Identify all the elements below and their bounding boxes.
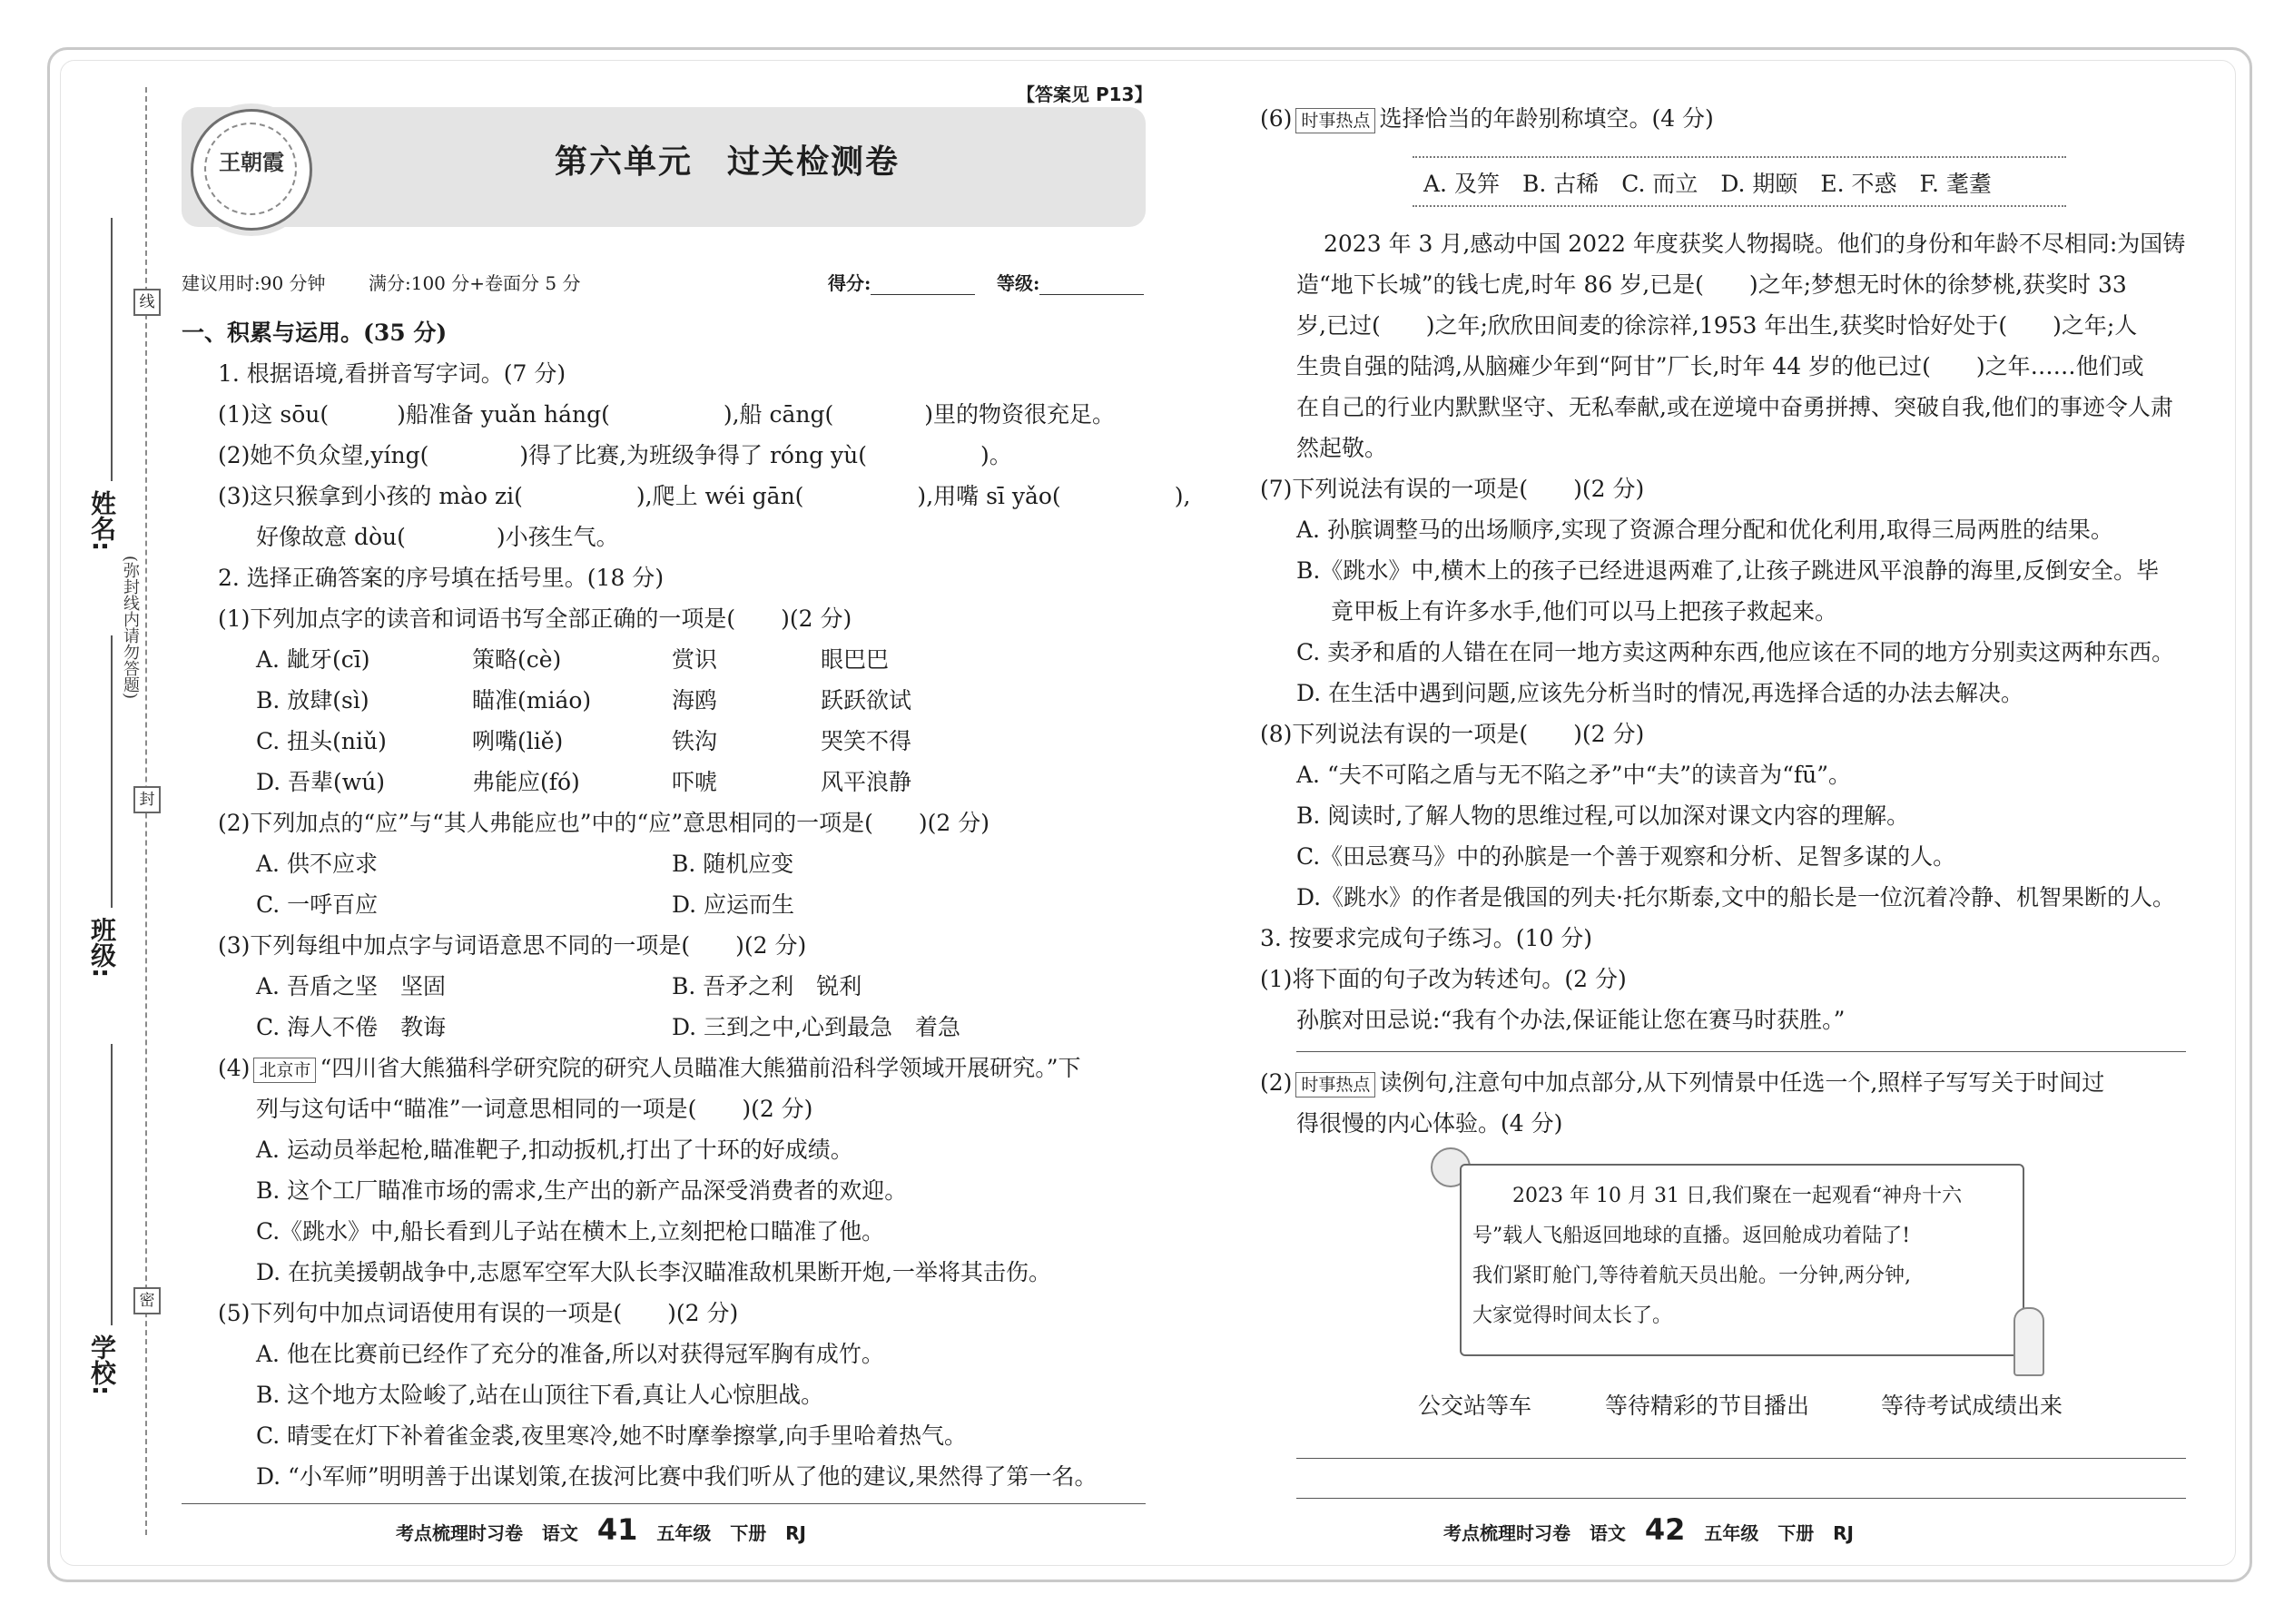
cut-mark-seal: 封 — [133, 786, 161, 813]
score-field[interactable] — [828, 269, 975, 295]
footer-subject: 语文 — [1589, 1522, 1626, 1544]
question-line: (1)下列加点字的读音和词语书写全部正确的一项是( )(2 分) — [218, 605, 852, 632]
option-cell: D. 三到之中,心到最急 着急 — [672, 1014, 960, 1040]
option-cell: 策略(cè) — [472, 646, 562, 673]
option-cell: B. 放肆(sì) — [256, 687, 369, 714]
full-score: 满分:100 分+卷面分 5 分 — [369, 272, 581, 294]
passage-line: 在自己的行业内默默坚守、无私奉献,或在逆境中奋勇拼搏、突破自我,他们的事迹令人肃 — [1296, 394, 2173, 420]
footer-subject: 语文 — [541, 1522, 578, 1544]
logo-text: 王朝霞 — [219, 150, 284, 175]
page-title: 第六单元 过关检测卷 — [554, 143, 900, 181]
option-cell: 瞄准(miáo) — [472, 687, 592, 714]
grade-field[interactable] — [997, 269, 1144, 295]
option-line: A. 他在比赛前已经作了充分的准备,所以对获得冠军胸有成竹。 — [256, 1341, 884, 1367]
publisher-logo — [191, 109, 312, 231]
question-line: (2) 时事热点 读例句,注意句中加点部分,从下列情景中任选一个,照样子写写关于时间过 — [1260, 1069, 2105, 1096]
question-heading: 2. 选择正确答案的序号填在括号里。(18 分) — [218, 565, 665, 591]
hot-topic-tag: 时事热点 — [1295, 108, 1375, 133]
time-limit: 建议用时:90 分钟 — [182, 272, 326, 294]
option-line: A. “夫不可陷之盾与无不陷之矛”中“夫”的读音为“fū”。 — [1296, 762, 1851, 788]
question-line: (2)下列加点的“应”与“其人弗能应也”中的“应”意思相同的一项是( )(2 分) — [218, 810, 989, 836]
option-cell: 眼巴巴 — [821, 646, 890, 673]
option-line: C.《田忌赛马》中的孙膑是一个善于观察和分析、足智多谋的人。 — [1296, 843, 1956, 870]
footer-term: 下册 — [1777, 1522, 1815, 1544]
question-line: 列与这句话中“瞄准”一词意思相同的一项是( )(2 分) — [256, 1096, 813, 1122]
question-line: (3)下列每组中加点字与词语意思不同的一项是( )(2 分) — [218, 932, 807, 959]
question-line: (7)下列说法有误的一项是( )(2 分) — [1260, 476, 1645, 502]
scene-option: 公交站等车 — [1418, 1393, 1532, 1419]
grade-label: 等级: — [997, 272, 1040, 294]
option-cell: 哭笑不得 — [821, 728, 912, 754]
q6-text: 选择恰当的年龄别称填空。(4 分) — [1379, 105, 1714, 132]
question-line: 得很慢的内心体验。(4 分) — [1296, 1110, 1563, 1137]
footer-grade: 五年级 — [656, 1522, 712, 1544]
option-cell: 海鸥 — [672, 687, 718, 714]
option-cell: B. 吾矛之利 锐利 — [672, 973, 862, 999]
answer-line[interactable] — [1296, 1458, 2186, 1459]
name-write-line[interactable] — [111, 218, 113, 481]
example-line: 2023 年 10 月 31 日,我们聚在一起观看“神舟十六 — [1512, 1185, 1963, 1207]
footer-edition: RJ — [785, 1522, 806, 1544]
page-footer — [1443, 1512, 1854, 1547]
cut-mark-secret: 密 — [133, 1287, 161, 1314]
option-cell: D. 吾辈(wú) — [256, 769, 386, 795]
school-label: 学校: — [87, 1334, 117, 1396]
question-heading: 3. 按要求完成句子练习。(10 分) — [1260, 925, 1593, 951]
option-cell: A. 供不应求 — [256, 851, 378, 877]
footer-term: 下册 — [730, 1522, 767, 1544]
question-line: (1)将下面的句子改为转述句。(2 分) — [1260, 966, 1627, 992]
option-line: B. 阅读时,了解人物的思维过程,可以加深对课文内容的理解。 — [1296, 802, 1910, 829]
cut-mark-line: 线 — [133, 289, 161, 316]
question-line: (3)这只猴拿到小孩的 mào zi( ),爬上 wéi gān( ),用嘴 sī yǎo( ), — [218, 483, 1191, 509]
option-line: B. 这个地方太险峻了,站在山顶往下看,真让人心惊胆战。 — [256, 1382, 824, 1408]
passage-line: 2023 年 3 月,感动中国 2022 年度获奖人物揭晓。他们的身份和年龄不尽相同:为国铸 — [1324, 231, 2186, 257]
option-line: D. “小军师”明明善于出谋划策,在拔河比赛中我们听从了他的建议,果然得了第一名。 — [256, 1463, 1098, 1490]
footer-book: 考点梳理时习卷 — [396, 1522, 523, 1544]
example-line: 大家觉得时间太长了。 — [1472, 1304, 1673, 1327]
option-line: D. 在生活中遇到问题,应该先分析当时的情况,再选择合适的办法去解决。 — [1296, 680, 2023, 706]
grade-blank[interactable] — [1039, 274, 1144, 295]
page-number: 41 — [596, 1512, 638, 1547]
footer-rule — [182, 1503, 1146, 1504]
option-line: C. 晴雯在灯下补着雀金裘,夜里寒冷,她不时摩拳擦掌,向手里哈着热气。 — [256, 1422, 967, 1449]
option-line: D.《跳水》的作者是俄国的列夫·托尔斯泰,文中的船长是一位沉着冷静、机智果断的人。 — [1296, 884, 2175, 910]
rocket-icon — [2013, 1307, 2044, 1376]
footer-edition: RJ — [1833, 1522, 1854, 1544]
passage-line: 生贵自强的陆鸿,从脑瘫少年到“阿甘”厂长,时年 44 岁的他已过( )之年……他们或 — [1296, 353, 2144, 379]
option-cell: 吓唬 — [672, 769, 718, 795]
question-heading: 1. 根据语境,看拼音写字词。(7 分) — [218, 360, 566, 387]
option-line: C.《跳水》中,船长看到儿子站在横木上,立刻把枪口瞄准了他。 — [256, 1218, 885, 1245]
question-line: (4) 北京市 “四川省大熊猫科学研究院的研究人员瞄准大熊猫前沿科学领域开展研究。”下 — [218, 1055, 1081, 1081]
name-label: 姓名: — [87, 490, 117, 552]
option-line: A. 运动员举起枪,瞄准靶子,扣动扳机,打出了十环的好成绩。 — [256, 1137, 853, 1163]
question-line: 好像故意 dòu( )小孩生气。 — [256, 524, 619, 550]
passage-line: 岁,已过( )之年;欣欣田间麦的徐淙祥,1953 年出生,获奖时恰好处于( )之年;人 — [1296, 312, 2138, 339]
passage-line: 然起敬。 — [1296, 435, 1388, 461]
quote-sentence: 孙膑对田忌说:“我有个办法,保证能让您在赛马时获胜。” — [1296, 1007, 1846, 1033]
region-tag: 北京市 — [253, 1058, 316, 1083]
hot-topic-tag: 时事热点 — [1295, 1072, 1375, 1097]
option-line: C. 卖矛和盾的人错在在同一地方卖这两种东西,他应该在不同的地方分别卖这两种东西。 — [1296, 639, 2175, 665]
option-cell: C. 一呼百应 — [256, 891, 379, 918]
score-blank[interactable] — [871, 274, 975, 295]
option-line: D. 在抗美援朝战争中,志愿军空军大队长李汉瞄准敌机果断开炮,一举将其击伤。 — [256, 1259, 1051, 1285]
question-line: (8)下列说法有误的一项是( )(2 分) — [1260, 721, 1645, 747]
question-line: (5)下列句中加点词语使用有误的一项是( )(2 分) — [218, 1300, 739, 1326]
option-cell: 弗能应(fó) — [472, 769, 580, 795]
option-line: A. 孙膑调整马的出场顺序,实现了资源合理分配和优化利用,取得三局两胜的结果。 — [1296, 517, 2113, 543]
example-line: 我们紧盯舱门,等待着航天员出舱。一分钟,两分钟, — [1472, 1265, 1911, 1287]
answer-line[interactable] — [1296, 1498, 2186, 1499]
example-line: 号”载人飞船返回地球的直播。返回舱成功着陆了! — [1472, 1225, 1911, 1247]
option-cell: D. 应运而生 — [672, 891, 795, 918]
answer-line[interactable] — [1296, 1051, 2186, 1052]
option-cell: 赏识 — [672, 646, 718, 673]
option-cell: A. 龇牙(cī) — [256, 646, 370, 673]
question-line: (6) 时事热点 选择恰当的年龄别称填空。(4 分) — [1260, 105, 1714, 132]
class-write-line[interactable] — [111, 635, 113, 908]
option-cell: 风平浪静 — [821, 769, 912, 795]
s3-2-text: 读例句,注意句中加点部分,从下列情景中任选一个,照样子写写关于时间过 — [1379, 1069, 2105, 1096]
binding-note: (弥封线内请勿答题) — [121, 556, 140, 700]
option-cell: 跃跃欲试 — [821, 687, 912, 714]
option-line: B.《跳水》中,横木上的孩子已经进退两难了,让孩子跳进风平浪静的海里,反倒安全。毕 — [1296, 557, 2160, 584]
q4-text: “四川省大熊猫科学研究院的研究人员瞄准大熊猫前沿科学领域开展研究。”下 — [320, 1055, 1081, 1081]
score-label: 得分: — [828, 272, 871, 294]
scene-option: 等待精彩的节目播出 — [1605, 1393, 1810, 1419]
option-cell: 铁沟 — [672, 728, 718, 754]
option-line: 竟甲板上有许多水手,他们可以马上把孩子救起来。 — [1331, 598, 1837, 625]
question-line: (1)这 sōu( )船准备 yuǎn háng( ),船 cāng( )里的物资很充足。 — [218, 401, 1116, 428]
school-write-line[interactable] — [111, 1044, 113, 1325]
age-options: A. 及笄 B. 古稀 C. 而立 D. 期颐 E. 不惑 F. 耄耋 — [1423, 171, 1992, 197]
class-label: 班级: — [87, 917, 117, 979]
option-line: B. 这个工厂瞄准市场的需求,生产出的新产品深受消费者的欢迎。 — [256, 1177, 908, 1204]
section-title: 一、积累与运用。(35 分) — [182, 320, 448, 346]
page-number: 42 — [1644, 1512, 1686, 1547]
footer-book: 考点梳理时习卷 — [1443, 1522, 1570, 1544]
option-cell: B. 随机应变 — [672, 851, 794, 877]
scene-option: 等待考试成绩出来 — [1881, 1393, 2063, 1419]
option-cell: A. 吾盾之坚 坚固 — [256, 973, 446, 999]
option-cell: 咧嘴(liě) — [472, 728, 564, 754]
answer-reference: 【答案见 P13】 — [1017, 84, 1153, 105]
footer-grade: 五年级 — [1704, 1522, 1759, 1544]
passage-line: 造“地下长城”的钱七虎,时年 86 岁,已是( )之年;梦想无时休的徐梦桃,获奖时 33 — [1296, 271, 2127, 298]
question-line: (2)她不负众望,yíng( )得了比赛,为班级争得了 róng yù( )。 — [218, 442, 1012, 468]
option-cell: C. 海人不倦 教诲 — [256, 1014, 447, 1040]
option-cell: C. 扭头(niǔ) — [256, 728, 387, 754]
page-footer — [396, 1512, 806, 1547]
